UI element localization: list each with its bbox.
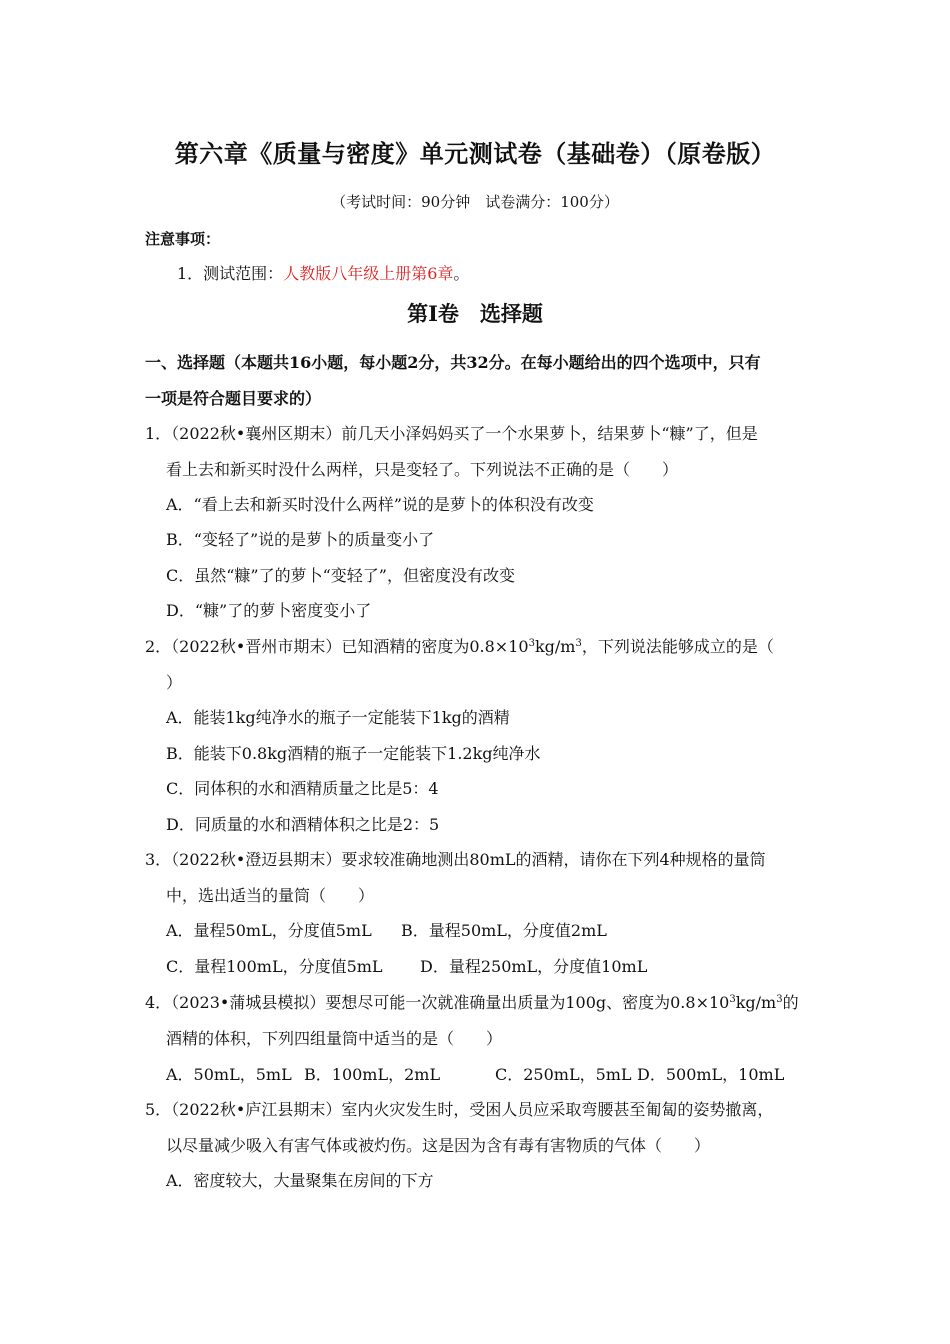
test-range: 人教版八年级上册第6章: [283, 264, 454, 283]
question-1-option-c: C．虽然“糠”了的萝卜“变轻了”，但密度没有改变: [166, 566, 515, 585]
question-4-stem-line-2: 酒精的体积，下列四组量筒中适当的是（ ）: [166, 1029, 503, 1048]
notice-item-1: [177, 261, 469, 284]
question-2-stem-line-2: ）: [166, 673, 183, 692]
q2-sup-2: 3: [575, 638, 582, 649]
question-4-option-c: C．250mL，5mL: [495, 1065, 632, 1084]
question-4-option-d: D．500mL，10mL: [637, 1065, 785, 1084]
q2-text-a: 2．（2022秋•晋州市期末）已知酒精的密度为0.8×10: [145, 637, 529, 656]
q4-text-a: 4．（2023•蒲城县模拟）要想尽可能一次就准确量出质量为100g、密度为0.8×10: [145, 993, 730, 1012]
question-4-option-b: B．100mL，2mL: [304, 1065, 441, 1084]
q2-text-c: ，下列说法能够成立的是（: [581, 637, 774, 656]
page-title: 第六章《质量与密度》单元测试卷（基础卷）（原卷版）: [174, 139, 776, 168]
question-3-option-b: B．量程50mL，分度值2mL: [401, 921, 607, 940]
question-2-option-b: B．能装下0.8kg酒精的瓶子一定能装下1.2kg纯净水: [166, 744, 541, 763]
notice-item-1-suffix: 。: [453, 264, 470, 283]
q4-text-c: 的: [782, 993, 799, 1012]
question-3-option-a: A．量程50mL，分度值5mL: [166, 921, 372, 940]
question-3-stem-line-2: 中，选出适当的量筒（ ）: [166, 886, 375, 905]
q4-text-b: kg/m: [735, 993, 777, 1012]
question-1-option-a: A．“看上去和新买时没什么两样”说的是萝卜的体积没有改变: [166, 495, 594, 514]
question-1-option-d: D．“糠”了的萝卜密度变小了: [166, 601, 372, 620]
question-3-option-c: C．量程100mL，分度值5mL: [166, 957, 383, 976]
q2-sup-1: 3: [528, 638, 535, 649]
q4-sup-2: 3: [776, 994, 783, 1005]
notice-heading: 注意事项：: [145, 230, 221, 248]
question-2-stem-line-1: [145, 636, 774, 658]
q4-sup-1: 3: [729, 994, 736, 1005]
part-instruction-line-1: 一、选择题（本题共16小题，每小题2分，共32分。在每小题给出的四个选项中，只有: [145, 353, 761, 372]
question-1-stem-line-1: 1．（2022秋•襄州区期末）前几天小泽妈妈买了一个水果萝卜，结果萝卜“糠”了，但是: [145, 424, 758, 443]
q2-text-b: kg/m: [534, 637, 576, 656]
question-1-option-b: B．“变轻了”说的是萝卜的质量变小了: [166, 530, 435, 549]
question-2-option-c: C．同体积的水和酒精质量之比是5：4: [166, 779, 439, 798]
question-2-option-d: D．同质量的水和酒精体积之比是2：5: [166, 815, 440, 834]
section-title: 第Ⅰ卷 选择题: [407, 301, 543, 326]
question-3-option-d: D．量程250mL，分度值10mL: [420, 957, 648, 976]
exam-info: （考试时间：90分钟 试卷满分：100分）: [331, 193, 619, 211]
question-1-stem-line-2: 看上去和新买时没什么两样，只是变轻了。下列说法不正确的是（ ）: [166, 460, 679, 479]
part-instruction-line-2: 一项是符合题目要求的）: [145, 389, 322, 408]
question-5-stem-line-2: 以尽量减少吸入有害气体或被灼伤。这是因为含有毒有害物质的气体（ ）: [166, 1136, 711, 1155]
question-3-stem-line-1: 3．（2022秋•澄迈县期末）要求较准确地测出80mL的酒精，请你在下列4种规格的量筒: [145, 850, 766, 869]
question-5-stem-line-1: 5．（2022秋•庐江县期末）室内火灾发生时，受困人员应采取弯腰甚至匍匐的姿势撤离，: [145, 1100, 774, 1119]
notice-item-1-prefix: 1．测试范围：: [177, 264, 284, 283]
question-4-option-a: A．50mL，5mL: [166, 1065, 292, 1084]
question-2-option-a: A．能装1kg纯净水的瓶子一定能装下1kg的酒精: [166, 708, 510, 727]
question-4-stem-line-1: [145, 992, 799, 1014]
question-5-option-a: A．密度较大，大量聚集在房间的下方: [166, 1171, 434, 1190]
